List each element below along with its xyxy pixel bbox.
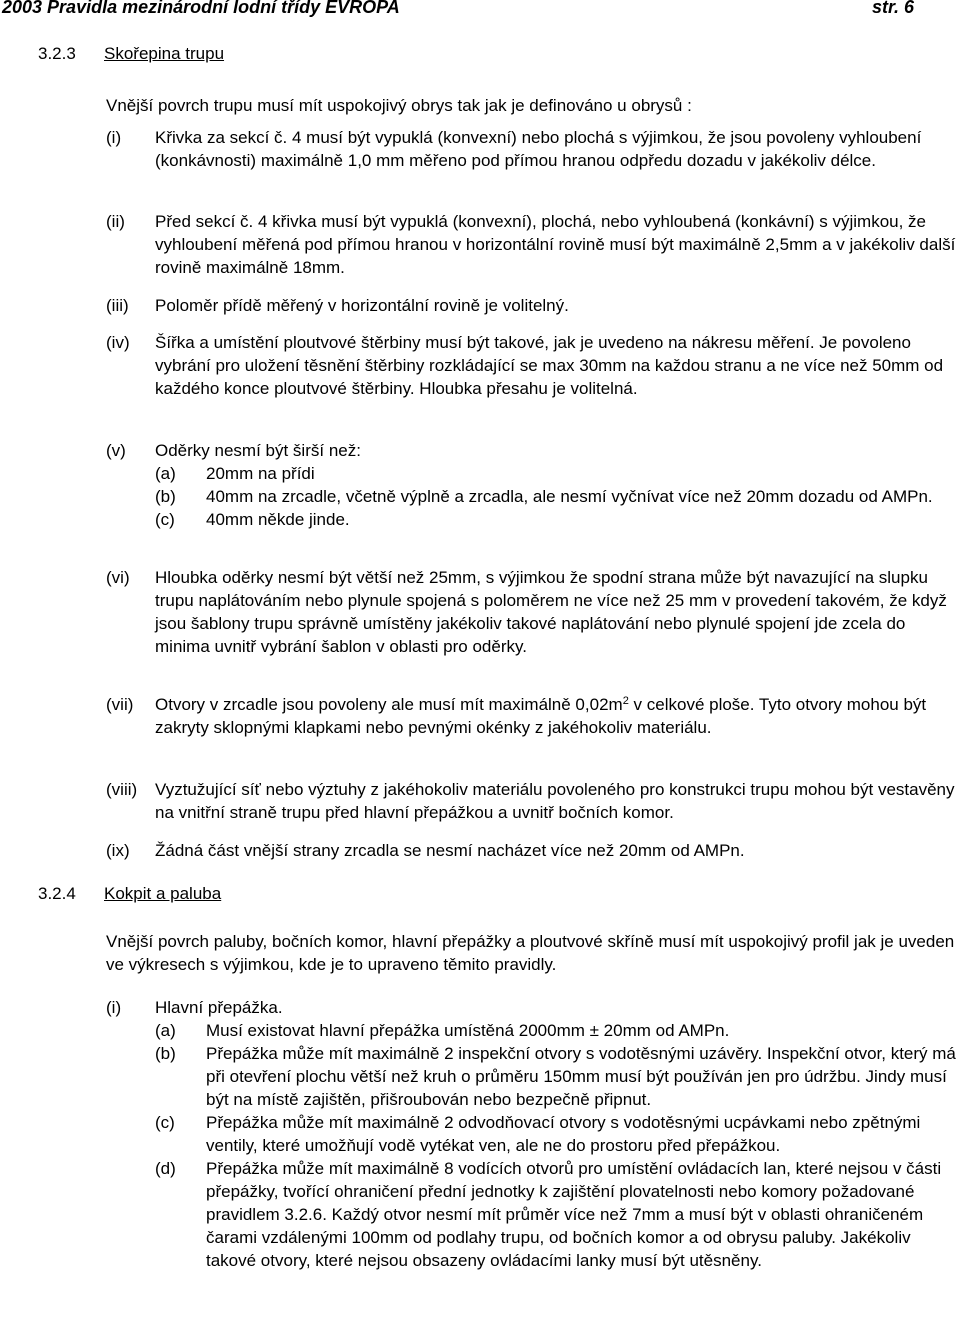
sub-item [155,1157,960,1272]
item-label: (i) [106,128,122,147]
sub-item-label: (d) [155,1159,176,1178]
sub-item-text: 40mm na zrcadle, včetně výplně a zrcadla, ale nesmí vyčnívat více než 20mm dozadu od AMPn. [206,487,933,506]
sub-item-text: 20mm na přídi [206,464,315,483]
item-text-part: v celkové ploše. Tyto otvory mohou být zakryty sklopnými klapkami nebo pevnými okénky z jakéhokoliv materiálu. [155,695,927,737]
item-label: (ii) [106,212,125,231]
sub-item [155,1042,960,1111]
item-label: (viii) [106,780,138,799]
sub-item-text: Přepážka může mít maximálně 2 odvodňovací otvory s vodotěsnými ucpávkami nebo zpětnými ventily, které umožňují vodě vytékat ven, ale ne do prostoru před přepážkou. [206,1113,921,1155]
item-label: (ix) [106,841,130,860]
section-number: 3.2.4 [38,884,76,903]
sub-item [155,1019,960,1042]
item-text: Poloměr přídě měřený v horizontální rovině je volitelný. [155,296,569,315]
sub-item-label: (a) [155,1021,176,1040]
superscript: 2 [622,695,629,707]
item-label: (i) [106,998,122,1017]
header-page-number: str. 6 [872,0,915,17]
item-label: (vii) [106,695,134,714]
item-label: (v) [106,441,126,460]
section-number: 3.2.3 [38,44,76,63]
sub-item-label: (c) [155,1113,175,1132]
sub-item [155,462,960,485]
item-text: Křivka za sekcí č. 4 musí být vypuklá (konvexní) nebo plochá s výjimkou, že jsou povoleny vyhloubení (konkávnosti) maximálně 1,0 mm měřeno pod přímou hranou odpředu dozadu v jakékoliv délce. [155,128,922,170]
sub-item-label: (b) [155,1044,176,1063]
item-body [155,439,960,531]
sub-item-text: Přepážka může mít maximálně 8 vodících otvorů pro umístění ovládacích lan, které nejsou v části přepážky, tvořící ohraničení přední jednotky k zajištění plovatelnosti nebo komory požadované pravidlem 3.2.6. Každý otvor nesmí mít průměr více než 7mm a musí být v oblasti ohraničeném čarami vzdálenými 100mm od podlahy trupu, od bočních komor a od obrysu paluby. Jakékoliv takové otvory, které nejsou obsazeny ovládacími lanky musí být utěsněny. [206,1159,942,1270]
section-heading-3-2-4 [38,882,221,905]
header-title: 2003 Pravidla mezinárodní lodní třídy EVROPA [2,0,400,17]
section-intro: Vnější povrch paluby, bočních komor, hlavní přepážky a ploutvové skříně musí mít uspokojivý profil jak je uveden ve výkresech s výjimkou, kde je to upraveno těmito pravidly. [106,932,955,974]
section-title: Kokpit a paluba [104,884,222,903]
sub-item-text: 40mm někde jinde. [206,510,350,529]
item-text: Šířka a umístění ploutvové štěrbiny musí být takové, jak je uvedeno na nákresu měření. Je povoleno vybrání pro uložení těsnění štěrbiny rozkládající se max 30mm na každou stranu a ne více než 50mm od každého konce ploutvové štěrbiny. Hloubka přesahu je volitelná. [155,333,944,398]
sub-item [155,508,960,531]
sub-item [155,1111,960,1157]
section-heading-3-2-3 [38,42,224,65]
item-text: Žádná část vnější strany zrcadla se nesmí nacházet více než 20mm od AMPn. [155,841,745,860]
sub-item-text: Přepážka může mít maximálně 2 inspekční otvory s vodotěsnými uzávěry. Inspekční otvor, který má při otevření plochu větší než kruh o průměru 150mm musí být používán jen pro údržbu. Jindy musí být na místě zajištěn, přišroubován nebo bezpečně připnut. [206,1044,956,1109]
item-text: Hlavní přepážka. [155,998,283,1017]
item-text [155,693,960,739]
section-title: Skořepina trupu [104,44,225,63]
section-intro: Vnější povrch trupu musí mít uspokojivý obrys tak jak je definováno u obrysů : [106,96,692,115]
item-text: Před sekcí č. 4 křivka musí být vypuklá (konvexní), plochá, nebo vyhloubená (konkávní) s výjimkou, že vyhloubení měřená pod přímou hranou v horizontální rovině musí být maximálně 2,5mm a v jakékoliv další rovině maximálně 18mm. [155,212,956,277]
sub-item [155,485,960,508]
sub-item-label: (c) [155,510,175,529]
page-header [0,0,960,20]
item-text: Oděrky nesmí být širší než: [155,441,361,460]
sub-item-text: Musí existovat hlavní přepážka umístěná 2000mm ± 20mm od AMPn. [206,1021,730,1040]
sub-item-label: (a) [155,464,176,483]
item-body [155,996,960,1272]
item-label: (iv) [106,333,130,352]
item-label: (vi) [106,568,130,587]
sub-item-label: (b) [155,487,176,506]
item-text: Vyztužující síť nebo výztuhy z jakéhokoliv materiálu povoleného pro konstrukci trupu mohou být vestavěny na vnitřní straně trupu před hlavní přepážkou a uvnitř bočních komor. [155,780,955,822]
item-text: Hloubka oděrky nesmí být větší než 25mm, s výjimkou že spodní strana může být navazující na slupku trupu naplátováním nebo plynule spojená s poloměrem ne více než 25 mm v provedení takovém, že když jsou šablony trupu správně umístěny jakékoliv takové naplátování nebo plynulé spojení jde zcela do minima uvnitř vybrání šablon v oblasti pro oděrky. [155,568,947,656]
item-text-part: Otvory v zrcadle jsou povoleny ale musí mít maximálně 0,02m [155,695,623,714]
item-label: (iii) [106,296,129,315]
